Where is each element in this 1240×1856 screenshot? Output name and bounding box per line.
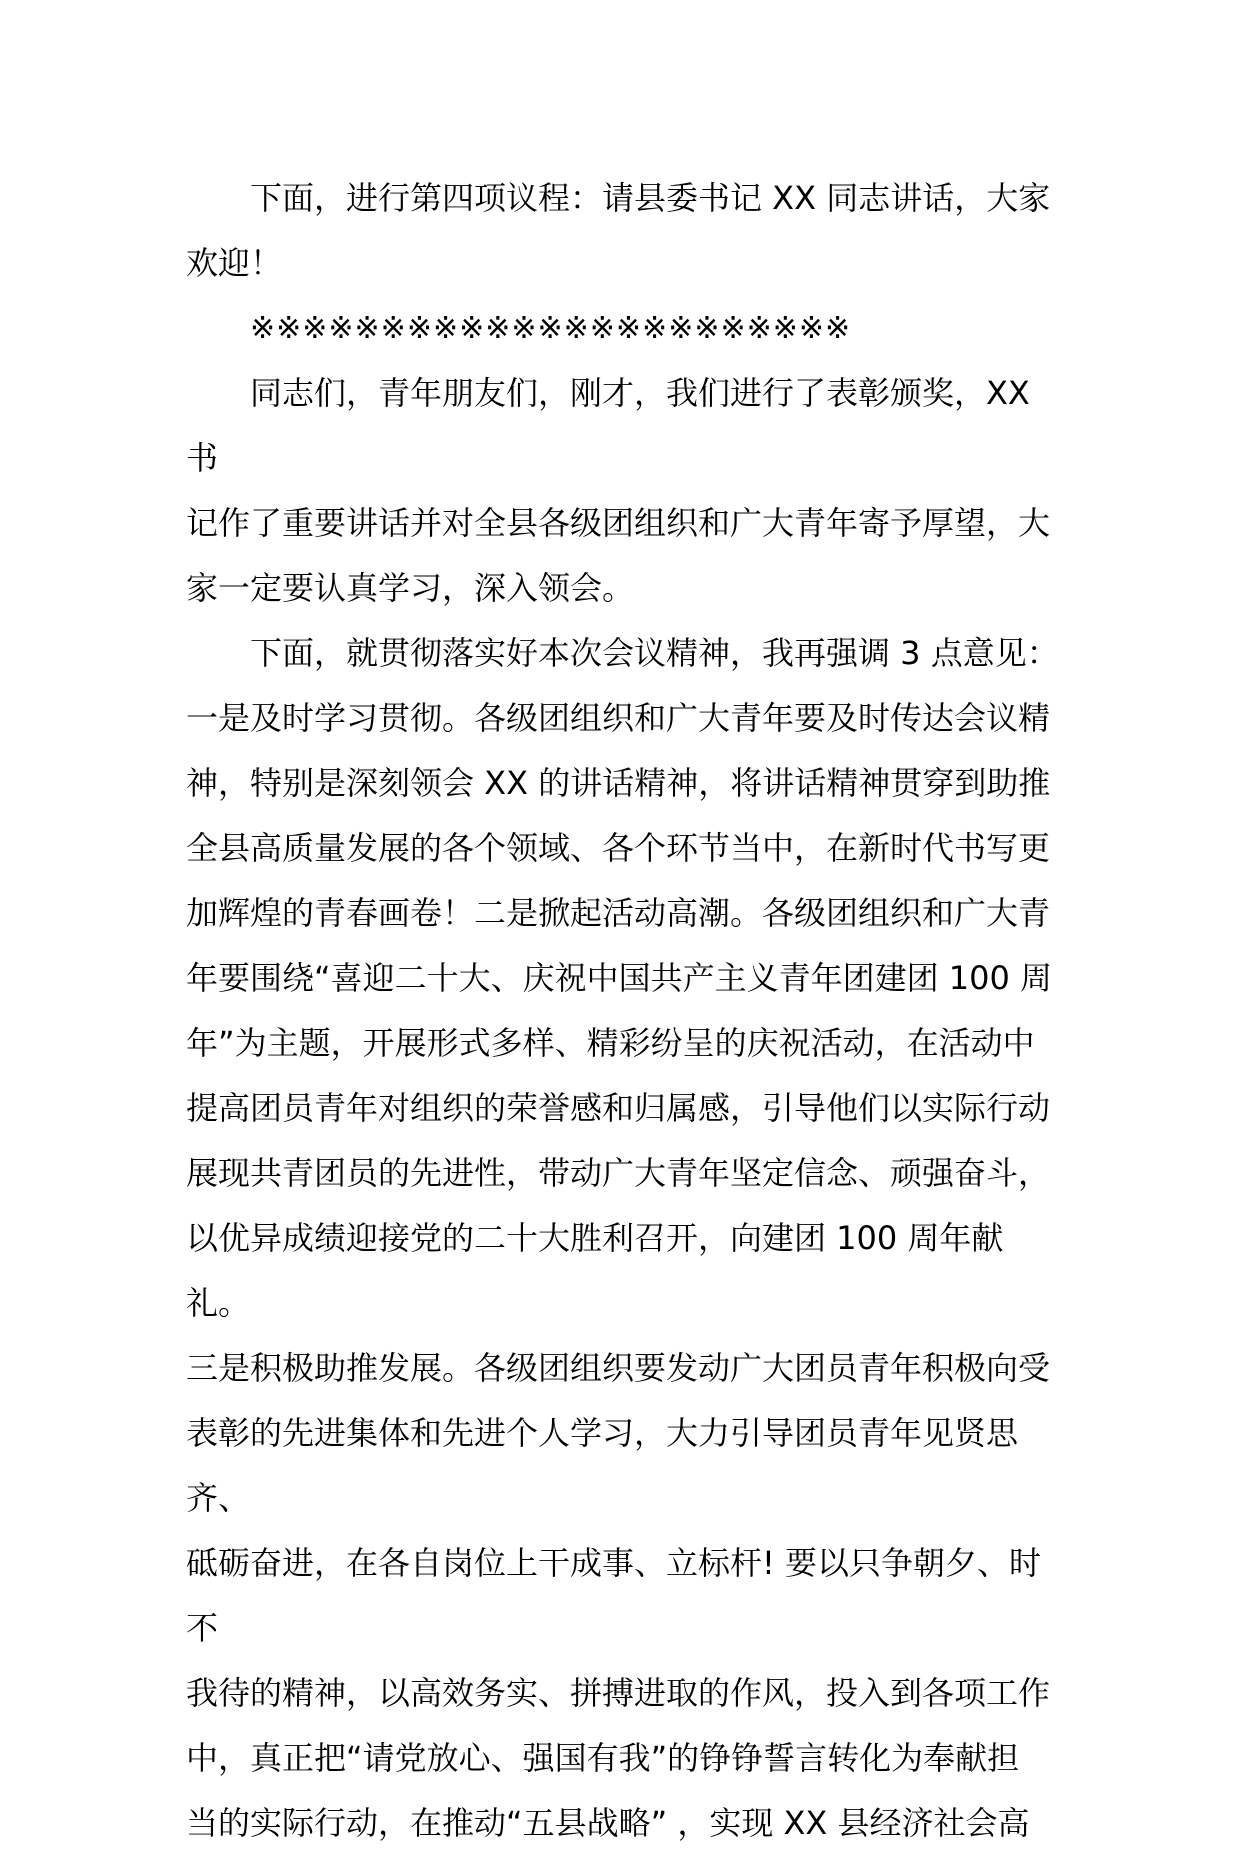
text-line: 我待的精神，以高效务实、拼搏进取的作风，投入到各项工作 — [186, 1674, 1051, 1712]
text-line: 当的实际行动，在推动“五县战略” ，实现 XX 县经济社会高 — [186, 1804, 1030, 1842]
paragraph-opinions — [186, 621, 1066, 1856]
text-line: 同志们，青年朋友们，刚才，我们进行了表彰颁奖，XX 书 — [186, 374, 1041, 477]
paragraph-agenda — [186, 166, 1066, 296]
separator-line — [186, 296, 1066, 361]
text-line: 记作了重要讲话并对全县各级团组织和广大青年寄予厚望，大 — [186, 504, 1051, 542]
text-line: 下面，进行第四项议程：请县委书记 XX 同志讲话，大家 — [250, 179, 1051, 217]
text-line: 展现共青团员的先进性，带动广大青年坚定信念、顽强奋斗， — [186, 1154, 1051, 1192]
text-line: 表彰的先进集体和先进个人学习，大力引导团员青年见贤思齐、 — [186, 1414, 1019, 1517]
text-line: 三是积极助推发展。各级团组织要发动广大团员青年积极向受 — [186, 1349, 1051, 1387]
text-line: 加辉煌的青春画卷！二是掀起活动高潮。各级团组织和广大青 — [186, 894, 1051, 932]
text-line: 全县高质量发展的各个领域、各个环节当中，在新时代书写更 — [186, 829, 1051, 867]
document-body — [186, 166, 1066, 1856]
paragraph-comrades — [186, 361, 1066, 621]
text-line: 砥砺奋进，在各自岗位上干成事、立标杆! 要以只争朝夕、时不 — [186, 1544, 1042, 1647]
text-line: 年”为主题，开展形式多样、精彩纷呈的庆祝活动，在活动中 — [186, 1024, 1035, 1062]
separator-text: ※※※※※※※※※※※※※※※※※※※※※※※ — [250, 311, 852, 346]
text-line: 下面，就贯彻落实好本次会议精神，我再强调 3 点意见： — [250, 634, 1059, 672]
text-line: 中，真正把“请党放心、强国有我”的铮铮誓言转化为奉献担 — [186, 1739, 1020, 1777]
text-line: 年要围绕“喜迎二十大、庆祝中国共产主义青年团建团 100 周 — [186, 959, 1053, 997]
text-line: 家一定要认真学习，深入领会。 — [186, 569, 635, 607]
text-line: 以优异成绩迎接党的二十大胜利召开，向建团 100 周年献礼。 — [186, 1219, 1004, 1322]
text-line: 提高团员青年对组织的荣誉感和归属感，引导他们以实际行动 — [186, 1089, 1051, 1127]
text-line: 神，特别是深刻领会 XX 的讲话精神，将讲话精神贯穿到助推 — [186, 764, 1051, 802]
text-line: 欢迎！ — [186, 244, 283, 282]
text-line: 一是及时学习贯彻。各级团组织和广大青年要及时传达会议精 — [186, 699, 1051, 737]
